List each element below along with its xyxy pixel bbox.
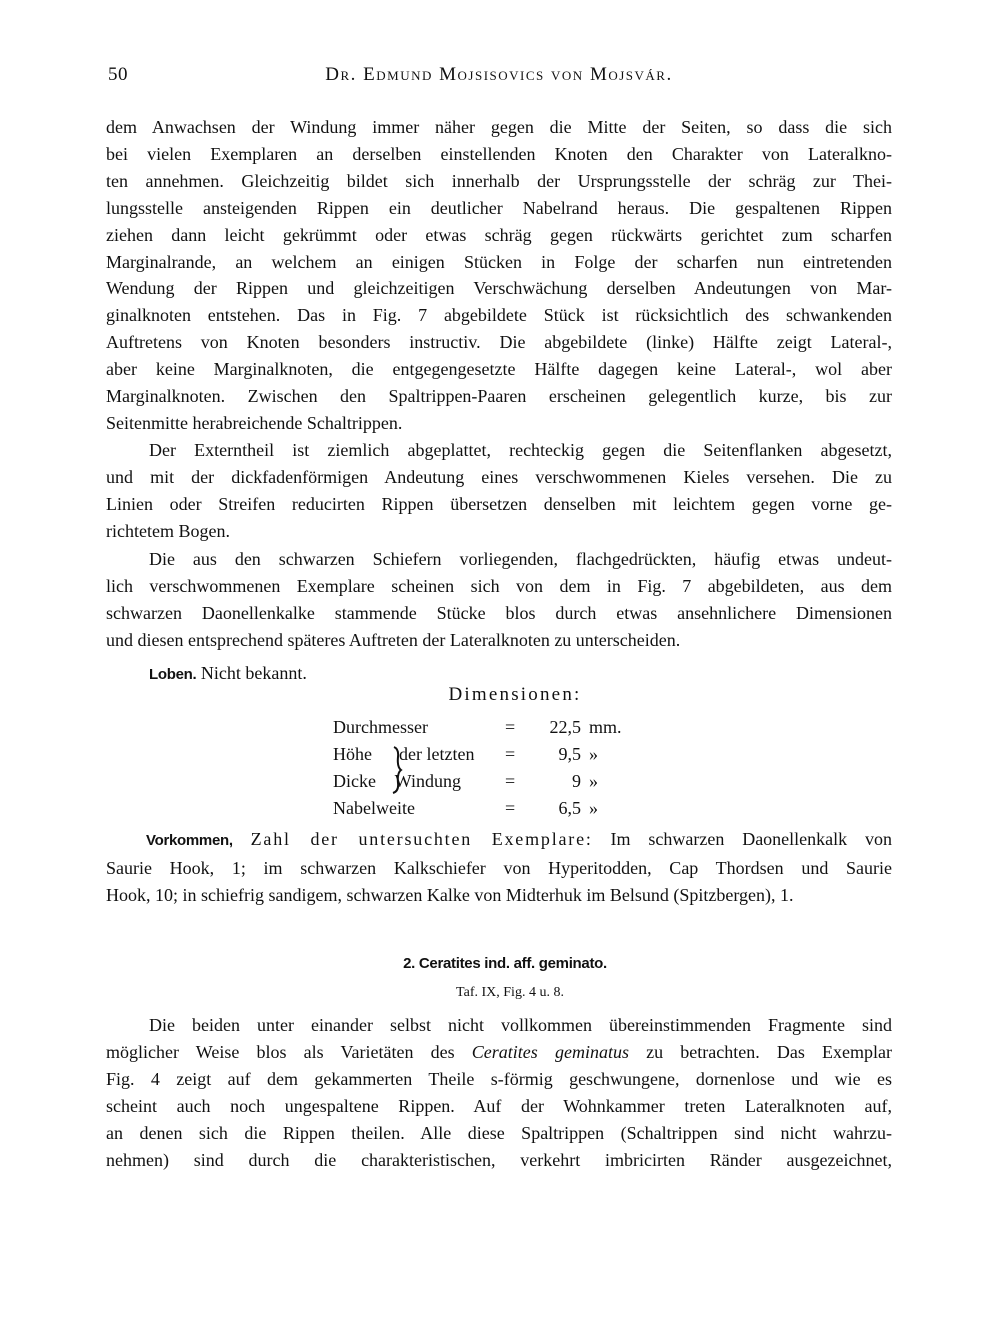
equals-sign: = [505,798,516,818]
text-line: dem Anwachsen der Windung immer näher gegen die Mitte der Seiten, so dass die sich [106,117,892,137]
paragraph-3 [106,546,892,654]
vorkommen-paragraph [106,826,892,909]
vorkommen-line [106,826,892,855]
running-head: Dr. Edmund Mojsisovics von Mojsvár. [325,64,673,85]
text-line: schwarzen Daonellenkalke stammende Stücke blos durch etwas ansehnlichere Dimensionen [106,602,892,623]
text-segment: zu betrachten. Das Exemplar [646,1041,893,1062]
dimension-unit: mm. [589,717,622,737]
vorkommen-spaced: Zahl der untersuchten Exemplare: [250,829,593,849]
plate-reference: Taf. IX, Fig. 4 u. 8. [456,985,564,1000]
dimension-unit: » [589,771,598,791]
text-line: und mit der dickfadenförmigen Andeutung eines verschwommenen Kieles versehen. Die zu [106,466,892,487]
loben-label: Loben. [149,666,197,683]
dimension-label: Durchmesser [333,717,428,737]
text-line: lich verschwommenen Exemplare scheinen sich von dem in Fig. 7 abgebildeten, aus dem [106,575,892,596]
paragraph-final [106,1012,892,1173]
text-line: lungsstelle ansteigenden Rippen ein deutlicher Nabelrand heraus. Die gespaltenen Rippen [106,197,892,218]
paragraph-2 [106,437,892,545]
text-line: Der Externtheil ist ziemlich abgeplattet, rechteckig gegen die Seitenflanken abgesetzt, [149,440,892,460]
text-line: scheint auch noch ungespaltene Rippen. Auf der Wohnkammer treten Lateralknoten auf, [106,1095,892,1116]
text-line: ginalknoten entstehen. Das in Fig. 7 abgebildete Stück ist rücksichtlich des schwankenden [106,305,892,326]
text-line: Die beiden unter einander selbst nicht vollkommen übereinstimmenden Fragmente sind [149,1015,892,1035]
brace-icon [390,745,404,795]
text-line: Marginalrande, an welchem an einigen Stücken in Folge der scharfen nun eintretenden [106,251,892,272]
vorkommen-label: Vorkommen, [146,832,233,849]
equals-sign: = [505,744,516,764]
text-line: und diesen entsprechend späteres Auftreten der Lateralknoten zu unterscheiden. [106,629,681,650]
section-title: 2. Ceratites ind. aff. geminato. [403,955,607,972]
text-segment: möglicher Weise blos als Varietäten des [106,1041,455,1062]
dimension-value: 22,5 [549,717,581,737]
text-line: Linien oder Streifen reducirten Rippen übersetzen denselben mit leichtem gegen vorne ge- [106,493,892,514]
vorkommen-text: Im schwarzen Daonellenkalk von [610,829,893,849]
species-name: Ceratites geminatus [471,1041,629,1062]
text-line: aber keine Marginalknoten, die entgegengesetzte Hälfte dagegen keine Lateral-, wol aber [106,359,892,380]
text-line: richtetem Bogen. [106,520,230,541]
brace-text-1: der letzten [399,744,475,764]
dimension-value: 6,5 [558,798,581,818]
page-number: 50 [108,64,128,85]
text-line: ten annehmen. Gleichzeitig bildet sich innerhalb der Ursprungsstelle der schräg zur Thei- [106,170,892,191]
text-line: Wendung der Rippen und gleichzeitigen Verschwächung derselben Andeutungen von Mar- [106,278,892,299]
brace-text-2: Windung [394,771,461,791]
equals-sign: = [505,717,516,737]
text-line: Auftretens von Knoten besonders instructiv. Die abgebildete (linke) Hälfte zeigt Lateral-, [106,332,892,353]
dimension-label: Dicke [333,771,376,791]
page-header [108,64,890,94]
text-line: an denen sich die Rippen theilen. Alle diese Spaltrippen (Schaltrippen sind nicht wahrzu- [106,1122,892,1143]
text-line: Fig. 4 zeigt auf dem gekammerten Theile s-förmig geschwungene, dornenlose und wie es [106,1068,892,1089]
text-line: Marginalknoten. Zwischen den Spaltrippen-Paaren erscheinen gelegentlich kurze, bis zur [106,386,892,407]
text-line: Saurie Hook, 1; im schwarzen Kalkschiefer von Hyperitodden, Cap Thordsen und Saurie [106,857,892,878]
section-heading [0,955,1000,973]
dimension-unit: » [589,744,598,764]
paragraph-1 [106,114,892,437]
dimension-value: 9,5 [558,744,581,764]
text-line: Seitenmitte herabreichende Schaltrippen. [106,412,403,433]
dimension-label: Nabelweite [333,798,415,818]
text-line-with-italic [106,1039,892,1066]
dimension-unit: » [589,798,598,818]
dimension-label: Höhe [333,744,372,764]
loben-value: Nicht bekannt. [200,663,307,683]
dimension-value: 9 [572,771,581,791]
text-line: bei vielen Exemplaren an derselben einstellenden Knoten den Charakter von Lateralkno- [106,143,892,164]
text-line: Die aus den schwarzen Schiefern vorliegenden, flachgedrückten, häufig etwas undeut- [149,549,892,569]
text-line: ziehen dann leicht gekrümmt oder etwas schräg gegen rückwärts gerichtet zum scharfen [106,224,892,245]
equals-sign: = [505,771,516,791]
text-line: nehmen) sind durch die charakteristischen, verkehrt imbricirten Ränder ausgezeichnet, [106,1149,892,1170]
text-line: Hook, 10; in schiefrig sandigem, schwarzen Kalke von Midterhuk im Belsund (Spitzbergen), 1. [106,884,794,905]
dimensions-title: Dimensionen: [448,684,582,705]
